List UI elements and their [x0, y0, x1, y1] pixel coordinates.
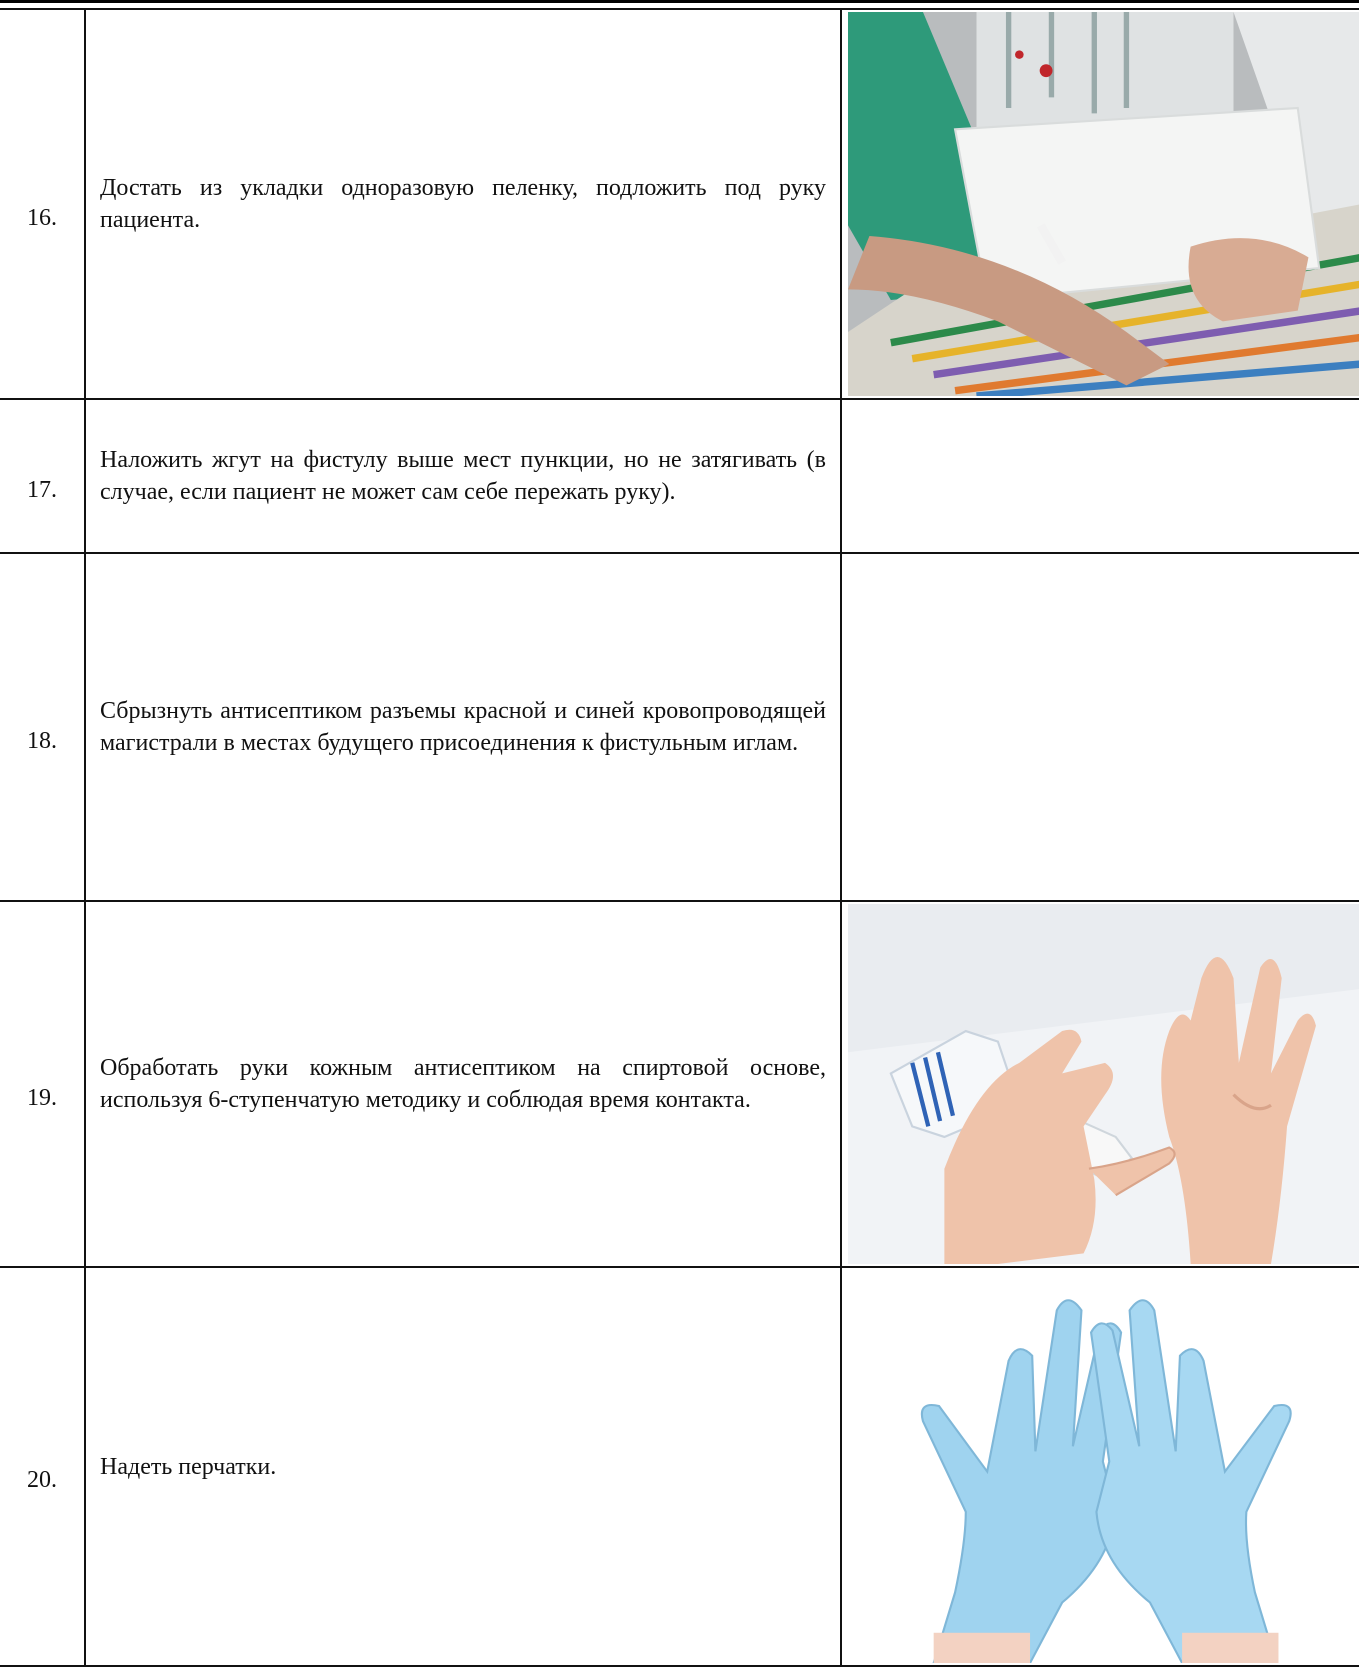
step-text: Сбрызнуть антисептиком разъемы красной и синей кровопроводящей магистрали в местах будущего присоединения к фистульным иглам. — [100, 698, 826, 756]
step-number: 16. — [27, 204, 57, 231]
step-text: Надеть перчатки. — [100, 1453, 277, 1480]
photo-blue-gloves — [848, 1270, 1359, 1663]
step-image-cell — [841, 901, 1359, 1267]
step-number-cell — [0, 9, 85, 399]
step-text-cell — [85, 901, 841, 1267]
photo-hand-antiseptic — [848, 904, 1359, 1264]
step-text-cell — [85, 399, 841, 553]
step-text-cell — [85, 1267, 841, 1666]
step-number-cell — [0, 901, 85, 1267]
step-text: Наложить жгут на фистулу выше мест пункции, но не затягивать (в случае, если пациент не может сам себе пережать руку). — [100, 447, 826, 505]
step-text: Обработать руки кожным антисептиком на спиртовой основе, используя 6-ступенчатую методику и соблюдая время контакта. — [100, 1055, 826, 1113]
step-image-cell-empty — [841, 553, 1359, 901]
step-number: 17. — [27, 476, 57, 503]
step-number-cell — [0, 1267, 85, 1666]
step-image-cell — [841, 9, 1359, 399]
step-image-cell-empty — [841, 399, 1359, 553]
step-text-cell — [85, 553, 841, 901]
table-row — [0, 9, 1359, 399]
table-row — [0, 399, 1359, 553]
step-number-cell — [0, 553, 85, 901]
step-image-cell — [841, 1267, 1359, 1666]
table-row — [0, 1267, 1359, 1666]
step-number: 19. — [27, 1084, 57, 1111]
top-rule — [0, 0, 1359, 3]
table-row — [0, 901, 1359, 1267]
procedure-steps-table — [0, 8, 1359, 1667]
table-row — [0, 553, 1359, 901]
step-text: Достать из укладки одноразовую пеленку, подложить под руку пациента. — [100, 175, 826, 233]
step-number: 18. — [27, 727, 57, 754]
step-number-cell — [0, 399, 85, 553]
step-number: 20. — [27, 1467, 57, 1493]
photo-disposable-underpad-under-arm — [848, 12, 1359, 396]
step-text-cell — [85, 9, 841, 399]
